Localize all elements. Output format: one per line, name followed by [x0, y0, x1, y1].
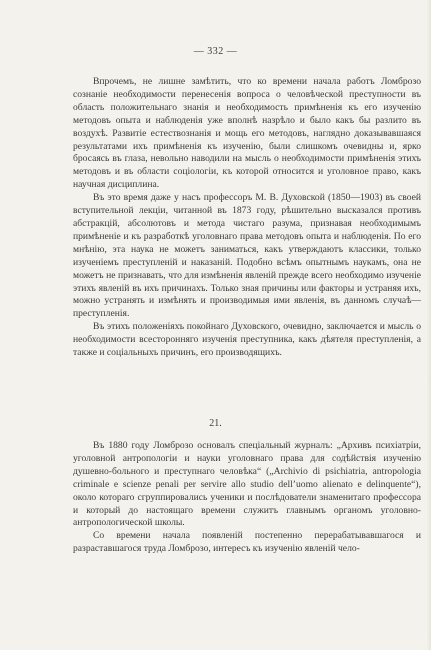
paragraph: Въ этихъ положеніяхъ покойнаго Духовского, очевидно, заключается и мысль о необходимости всесторонняго изученія преступника, какъ дѣятеля преступленія, а также и соціальныхъ причинъ, его производящихъ. [73, 321, 421, 359]
body-text-bottom [73, 440, 421, 556]
page-number: — 332 — [193, 46, 238, 57]
section-number: 21. [209, 418, 222, 429]
body-text-top [73, 76, 421, 360]
paragraph: Со времени начала появленій постепенно перерабатывавшагося и разраставшагося труда Ломброзо, интересъ къ изученію явленій чело- [73, 530, 421, 555]
paragraph: Въ 1880 году Ломброзо основалъ спеціальный журналъ: „Архивъ психіатріи, уголовной антропологіи и науки уголовнаго права для содѣйствія изученію душевно-больного и преступнаго человѣка“ („Archivio di psichiatria, antropologia criminale e scienze penali per servire allo studio dell’uomo alienato e delinquente“), около котораго сгруппировались ученики и послѣдователи знаменитаго профессора и который до настоящаго времени служитъ главнымъ органомъ уголовно-антропологической школы. [73, 440, 421, 529]
paragraph: Въ это время даже у насъ профессоръ М. В. Духовской (1850—1903) въ своей вступительной лекціи, читанной въ 1873 году, рѣшительно высказался противъ абстракцій, абсолютовъ и метода чистаго разума, признавая необходимымъ примѣненіе и къ разработкѣ уголовнаго права методовъ опыта и наблюденія. По его мнѣнію, эта наука не можетъ заниматься, какъ утверждаютъ классики, только изученіемъ преступленій и наказаній. Подобно всѣмъ опытнымъ наукамъ, она не можетъ не признавать, что для измѣненія явленій прежде всего необходимо изученіе этихъ явленій въ ихъ причинахъ. Только зная причины или факторы и устраняя ихъ, можно устранять и измѣнять и производимыя ими явленія, въ данномъ случаѣ—преступленія. [73, 192, 421, 320]
paragraph: Впрочемъ, не лишне замѣтить, что ко времени начала работъ Ломброзо сознаніе необходимости перенесенія вопроса о человѣческой преступности въ область положительнаго знанія и необходимость примѣненія къ его изученію методовъ опыта и наблюденія уже вполнѣ назрѣло и было какъ бы разлито въ воздухѣ. Развитіе естествознанія и мощь его методовъ, наглядно доказывавшаяся результатами ихъ примѣненія къ изученію, были слишкомъ очевидны и, ярко бросаясь въ глаза, невольно наводили на мысль о необходимости примѣненія этихъ методовъ и въ области соціологіи, къ которой относится и уголовное право, какъ научная дисциплина. [73, 76, 421, 191]
scan-edge-shadow [427, 0, 431, 650]
